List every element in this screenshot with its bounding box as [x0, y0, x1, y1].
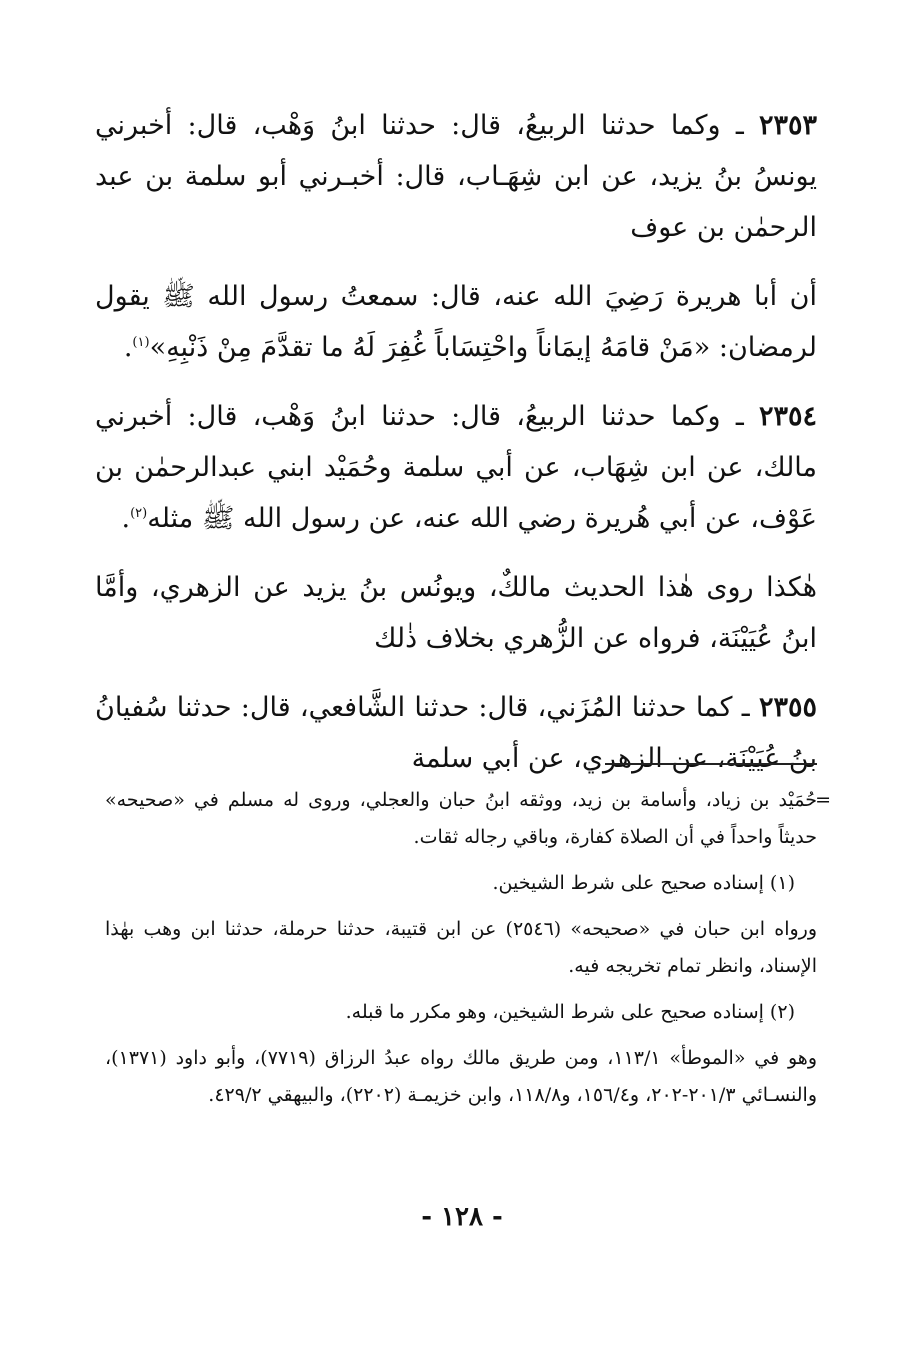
hadith-2353-matn: [95, 271, 817, 373]
footnotes: [105, 782, 831, 1123]
footnote-ref-1: (١): [132, 335, 150, 350]
hadith-text: ـ كما حدثنا المُزَني، قال: حدثنا الشَّافعي، قال: حدثنا سُفيانُ بنُ عُيَيْنَة، عن الزهري، عن أبي سلمة: [95, 692, 817, 774]
footnote-2-head: (٢) إسناده صحيح على شرط الشيخين، وهو مكرر ما قبله.: [345, 1001, 795, 1023]
footnote-divider: [605, 763, 817, 765]
commentary: هٰكذا روى هٰذا الحديث مالكٌ، ويونُس بنُ يزيد عن الزهري، وأمَّا ابنُ عُيَيْنَة، فرواه عن الزُّهري بخلاف ذٰلك: [95, 572, 817, 654]
continuation-mark: =: [815, 789, 831, 811]
main-text: [95, 100, 817, 802]
hadith-text: ـ وكما حدثنا الربيعُ، قال: حدثنا ابنُ وَهْب، قال: أخبرني مالك، عن ابن شِهَاب، عن أبي سلمة وحُمَيْد ابني عبدالرحمٰن بن عَوْف، عن أبي هُريرة رضي الله عنه، عن رسول الله ﷺ مثله: [95, 401, 817, 534]
hadith-number: ٢٣٥٣: [758, 110, 817, 141]
hadith-2353-isnad: [95, 100, 817, 253]
footnote-continuation: [105, 782, 831, 856]
footnote-1-head: (١) إسناده صحيح على شرط الشيخين.: [492, 872, 795, 894]
hadith-number: ٢٣٥٥: [758, 692, 817, 723]
page-number: - ١٢٨ -: [421, 1202, 503, 1232]
hadith-number: ٢٣٥٤: [758, 401, 817, 432]
matn-end: .: [123, 332, 133, 363]
hadith-end: .: [121, 503, 131, 534]
footnote-1-body: ورواه ابن حبان في «صحيحه» (٢٥٤٦) عن ابن قتيبة، حدثنا حرملة، حدثنا ابن وهب بهٰذا الإسناد، وانظر تمام تخريجه فيه.: [105, 918, 818, 977]
matn-text: أن أبا هريرة رَضِيَ الله عنه، قال: سمعتُ رسول الله ﷺ يقول لرمضان: «مَنْ قامَهُ إيمَاناً واحْتِسَاباً غُفِرَ لَهُ ما تقدَّمَ مِنْ ذَنْبِهِ»: [95, 281, 817, 363]
hadith-2355: [95, 682, 817, 784]
footnote-ref-2: (٢): [130, 506, 148, 521]
footnote-2-body: وهو في «الموطأ» ١١٣/١، ومن طريق مالك رواه عبدُ الرزاق (٧٧١٩)، وأبو داود (١٣٧١)، والنسـائي ٢٠١/٣-٢٠٢، و١٥٦/٤، و١١٨/٨، وابن خزيمـة (٢٢٠٢)، والبيهقي ٤٢٩/٢.: [105, 1047, 817, 1106]
continuation-text: حُمَيْد بن زياد، وأسامة بن زيد، ووثقه ابنُ حبان والعجلي، وروى له مسلم في «صحيحه» حديثاً واحداً في أن الصلاة كفارة، وباقي رجاله ثقات.: [105, 789, 817, 848]
hadith-2354: [95, 391, 817, 544]
isnad-text: ـ وكما حدثنا الربيعُ، قال: حدثنا ابنُ وَهْب، قال: أخبرني يونسُ بنُ يزيد، عن ابن شِهَـاب، قال: أخبـرني أبو سلمة بن عبد الرحمٰن بن عوف: [95, 110, 817, 243]
